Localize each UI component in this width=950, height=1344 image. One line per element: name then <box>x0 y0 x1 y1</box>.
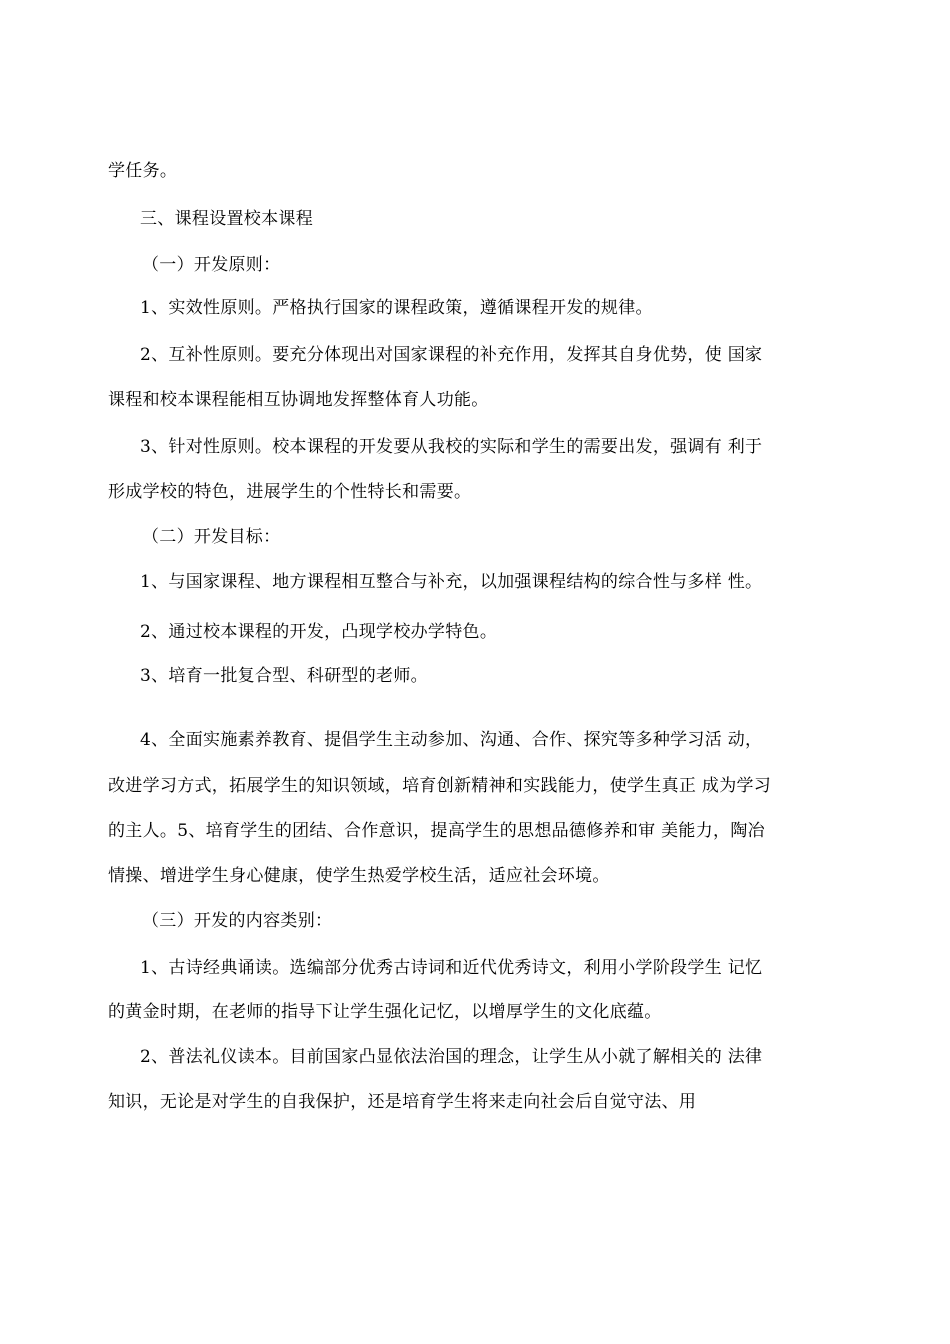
paragraph-line: 2、互补性原则。要充分体现出对国家课程的补充作用，发挥其自身优势，使 国家 <box>140 345 763 365</box>
paragraph-line: 4、全面实施素养教育、提倡学生主动参加、沟通、合作、探究等多种学习活 动， <box>140 730 763 750</box>
paragraph-line: 课程和校本课程能相互协调地发挥整体育人功能。 <box>108 390 489 410</box>
subsection-heading: （一）开发原则： <box>142 255 281 275</box>
paragraph-line: 的主人。5、培育学生的团结、合作意识，提高学生的思想品德修养和审 美能力，陶冶 <box>108 821 765 841</box>
subsection-heading: （二）开发目标： <box>142 527 281 547</box>
paragraph-line: 形成学校的特色，进展学生的个性特长和需要。 <box>108 482 472 502</box>
paragraph-line: 3、针对性原则。校本课程的开发要从我校的实际和学生的需要出发，强调有 利于 <box>140 437 763 457</box>
paragraph-line: 情操、增进学生身心健康，使学生热爱学校生活，适应社会环境。 <box>108 866 610 886</box>
paragraph-line: 2、通过校本课程的开发，凸现学校办学特色。 <box>140 622 498 642</box>
paragraph-line: 3、培育一批复合型、科研型的老师。 <box>140 666 428 686</box>
paragraph-line: 知识，无论是对学生的自我保护，还是培育学生将来走向社会后自觉守法、用 <box>108 1092 697 1112</box>
paragraph-line: 2、普法礼仪读本。目前国家凸显依法治国的理念，让学生从小就了解相关的 法律 <box>140 1047 763 1067</box>
paragraph-line: 1、与国家课程、地方课程相互整合与补充，以加强课程结构的综合性与多样 性。 <box>140 572 763 592</box>
paragraph-line: 学任务。 <box>108 161 178 181</box>
paragraph-line: 1、实效性原则。严格执行国家的课程政策，遵循课程开发的规律。 <box>140 298 653 318</box>
subsection-heading: （三）开发的内容类别： <box>142 911 333 931</box>
paragraph-line: 的黄金时期，在老师的指导下让学生强化记忆，以增厚学生的文化底蕴。 <box>108 1002 662 1022</box>
section-heading: 三、课程设置校本课程 <box>140 209 313 229</box>
paragraph-line: 改进学习方式，拓展学生的知识领域，培育创新精神和实践能力，使学生真正 成为学习 <box>108 776 772 796</box>
paragraph-line: 1、古诗经典诵读。选编部分优秀古诗词和近代优秀诗文，利用小学阶段学生 记忆 <box>140 958 763 978</box>
